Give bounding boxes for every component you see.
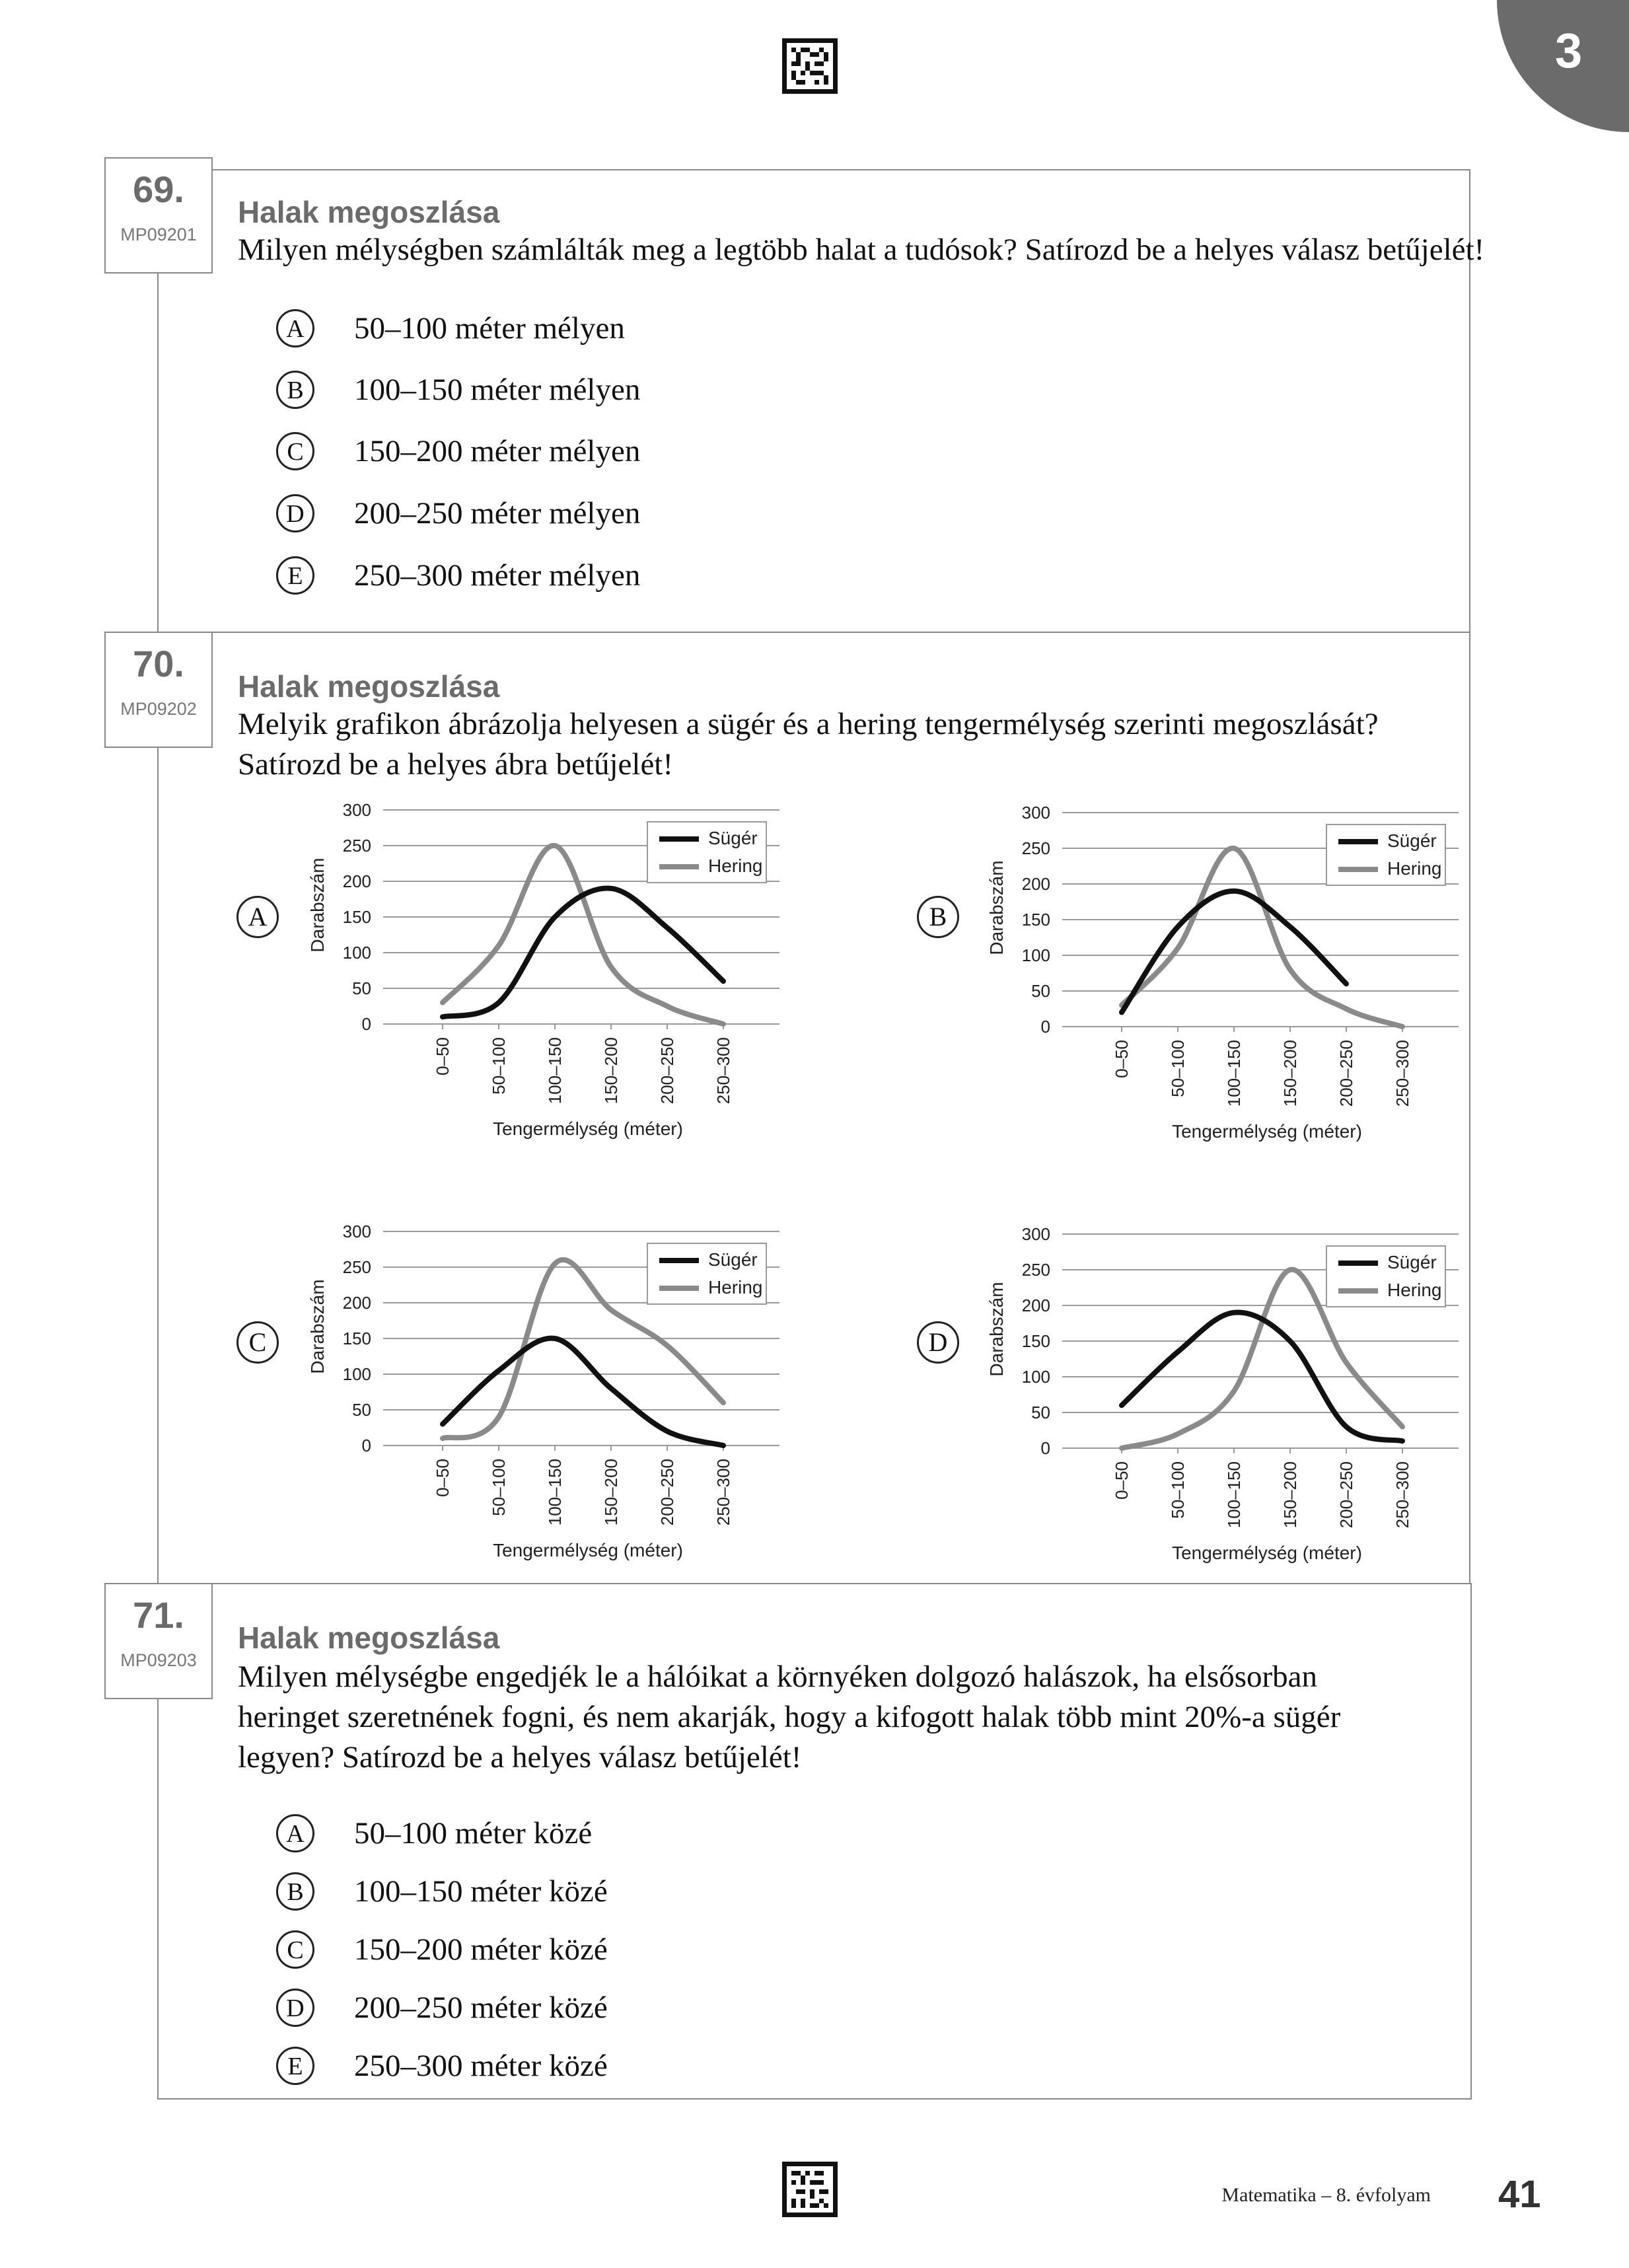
x-tick-label: 50–100 bbox=[489, 1037, 509, 1095]
legend-label: Sügér bbox=[708, 1249, 758, 1270]
x-tick-label: 150–200 bbox=[601, 1459, 621, 1526]
section-number: 3 bbox=[1555, 23, 1583, 78]
x-tick-label: 150–200 bbox=[1280, 1461, 1300, 1529]
y-tick-label: 300 bbox=[342, 1222, 371, 1241]
x-tick-label: 250–300 bbox=[713, 1459, 733, 1526]
y-tick-label: 100 bbox=[1021, 1367, 1050, 1387]
option-text: 200–250 méter mélyen bbox=[354, 496, 641, 530]
x-tick-label: 200–250 bbox=[1336, 1461, 1356, 1529]
option-letter-circle[interactable]: A bbox=[276, 1814, 314, 1852]
y-axis-label: Darabszám bbox=[307, 1279, 328, 1374]
y-tick-label: 200 bbox=[342, 1293, 371, 1313]
page-number: 41 bbox=[1498, 2173, 1541, 2216]
option-text: 150–200 méter közé bbox=[354, 1932, 608, 1967]
x-tick-label: 50–100 bbox=[1168, 1461, 1188, 1519]
option-text: 250–300 méter közé bbox=[354, 2049, 608, 2083]
qr-code-top-icon bbox=[782, 38, 838, 94]
option-text: 50–100 méter közé bbox=[354, 1816, 593, 1850]
chart-a bbox=[304, 793, 779, 1163]
y-tick-label: 0 bbox=[1040, 1017, 1050, 1037]
y-tick-label: 0 bbox=[361, 1436, 371, 1455]
option-letter-circle[interactable]: B bbox=[276, 1872, 314, 1911]
option-letter-circle[interactable]: B bbox=[276, 371, 314, 409]
x-tick-label: 100–150 bbox=[1224, 1461, 1244, 1529]
y-tick-label: 300 bbox=[1021, 803, 1050, 823]
option-letter-circle[interactable]: A bbox=[276, 309, 314, 348]
x-tick-label: 100–150 bbox=[545, 1037, 565, 1105]
option-text: 50–100 méter mélyen bbox=[354, 311, 625, 346]
question-code: MP09203 bbox=[120, 1650, 197, 1670]
question-number: 69. bbox=[133, 168, 184, 210]
question-70-connector bbox=[157, 745, 159, 1583]
question-71-number-box bbox=[104, 1583, 213, 1699]
graph-letter-c[interactable]: C bbox=[236, 1321, 279, 1364]
option-text: 100–150 méter közé bbox=[354, 1874, 608, 1909]
y-tick-label: 50 bbox=[352, 978, 371, 998]
graph-letter-d[interactable]: D bbox=[917, 1321, 959, 1364]
question-text-line2: heringet szeretnének fogni, és nem akarják, hogy a kifogott halak több mint 20%-a sügér bbox=[238, 1700, 1341, 1734]
legend-label: Hering bbox=[708, 856, 763, 876]
option-letter-circle[interactable]: E bbox=[276, 556, 314, 595]
chart-c bbox=[304, 1214, 779, 1584]
question-69-connector bbox=[157, 271, 159, 632]
question-70-number-box bbox=[104, 632, 213, 748]
y-tick-label: 300 bbox=[1021, 1224, 1050, 1244]
x-tick-label: 100–150 bbox=[545, 1459, 565, 1526]
x-tick-label: 100–150 bbox=[1224, 1040, 1244, 1107]
x-tick-label: 0–50 bbox=[1112, 1040, 1132, 1078]
option-text: 250–300 méter mélyen bbox=[354, 558, 641, 593]
x-tick-label: 0–50 bbox=[433, 1037, 452, 1076]
x-axis-label: Tengermélység (méter) bbox=[1172, 1121, 1362, 1142]
question-title: Halak megoszlása bbox=[238, 195, 500, 229]
y-tick-label: 300 bbox=[342, 800, 371, 820]
question-text-line1: Milyen mélységbe engedjék le a hálóikat a környéken dolgozó halászok, ha elsősorban bbox=[238, 1660, 1318, 1694]
y-axis-label: Darabszám bbox=[986, 860, 1007, 955]
x-tick-label: 250–300 bbox=[1393, 1040, 1412, 1107]
question-title: Halak megoszlása bbox=[238, 1621, 500, 1655]
x-tick-label: 50–100 bbox=[489, 1459, 509, 1516]
chart-c-svg bbox=[304, 1214, 779, 1584]
section-tab bbox=[1497, 0, 1629, 132]
x-tick-label: 0–50 bbox=[1112, 1461, 1132, 1500]
y-tick-label: 250 bbox=[1021, 1260, 1050, 1280]
chart-b bbox=[983, 795, 1459, 1165]
x-tick-label: 150–200 bbox=[1280, 1040, 1300, 1107]
question-title: Halak megoszlása bbox=[238, 669, 500, 704]
x-axis-label: Tengermélység (méter) bbox=[493, 1540, 683, 1560]
question-69-number-box bbox=[104, 157, 213, 274]
option-text: 200–250 méter közé bbox=[354, 1991, 608, 2025]
question-text-line1: Melyik grafikon ábrázolja helyesen a sügér és a hering tengermélység szerinti megoszlását? bbox=[238, 707, 1379, 741]
x-tick-label: 0–50 bbox=[433, 1459, 452, 1497]
y-tick-label: 100 bbox=[342, 943, 371, 963]
y-tick-label: 200 bbox=[1021, 874, 1050, 894]
y-tick-label: 50 bbox=[352, 1400, 371, 1420]
question-number: 71. bbox=[133, 1594, 184, 1636]
x-tick-label: 200–250 bbox=[657, 1459, 677, 1526]
option-text: 150–200 méter mélyen bbox=[354, 434, 641, 468]
legend-label: Hering bbox=[1387, 858, 1442, 879]
chart-b-svg bbox=[983, 795, 1459, 1165]
option-text: 100–150 méter mélyen bbox=[354, 373, 641, 407]
x-tick-label: 250–300 bbox=[1393, 1461, 1412, 1529]
question-text-line2: Satírozd be a helyes ábra betűjelét! bbox=[238, 747, 674, 782]
option-letter-circle[interactable]: D bbox=[276, 1989, 314, 2027]
chart-a-svg bbox=[304, 793, 779, 1163]
y-tick-label: 150 bbox=[342, 1329, 371, 1348]
y-tick-label: 200 bbox=[342, 871, 371, 891]
chart-d bbox=[983, 1217, 1459, 1587]
y-tick-label: 250 bbox=[342, 1257, 371, 1277]
question-number: 70. bbox=[133, 643, 184, 684]
option-letter-circle[interactable]: D bbox=[276, 494, 314, 532]
question-text-line3: legyen? Satírozd be a helyes válasz betűjelét! bbox=[238, 1740, 802, 1774]
legend-label: Sügér bbox=[708, 828, 758, 848]
y-tick-label: 0 bbox=[1040, 1438, 1050, 1458]
legend-label: Sügér bbox=[1387, 1252, 1437, 1272]
graph-letter-a[interactable]: A bbox=[236, 896, 279, 938]
x-axis-label: Tengermélység (méter) bbox=[1172, 1543, 1362, 1563]
legend-label: Hering bbox=[1387, 1280, 1442, 1300]
footer-subject: Matematika – 8. évfolyam bbox=[1221, 2184, 1431, 2206]
x-tick-label: 250–300 bbox=[713, 1037, 733, 1105]
question-code: MP09201 bbox=[120, 225, 197, 244]
question-text: Milyen mélységben számlálták meg a legtöbb halat a tudósok? Satírozd be a helyes válasz betűjelét! bbox=[238, 233, 1485, 267]
y-tick-label: 100 bbox=[1021, 945, 1050, 965]
x-tick-label: 50–100 bbox=[1168, 1040, 1188, 1097]
x-axis-label: Tengermélység (méter) bbox=[493, 1118, 683, 1139]
legend-label: Sügér bbox=[1387, 830, 1437, 851]
y-tick-label: 50 bbox=[1031, 1403, 1050, 1422]
x-tick-label: 200–250 bbox=[657, 1037, 677, 1105]
y-tick-label: 200 bbox=[1021, 1296, 1050, 1315]
y-tick-label: 100 bbox=[342, 1364, 371, 1384]
y-axis-label: Darabszám bbox=[307, 858, 328, 953]
qr-code-bottom-icon bbox=[782, 2162, 838, 2217]
option-letter-circle[interactable]: C bbox=[276, 1930, 314, 1969]
y-tick-label: 150 bbox=[1021, 910, 1050, 930]
y-tick-label: 250 bbox=[342, 836, 371, 856]
y-tick-label: 0 bbox=[361, 1014, 371, 1034]
option-letter-circle[interactable]: C bbox=[276, 432, 314, 470]
x-tick-label: 150–200 bbox=[601, 1037, 621, 1105]
y-tick-label: 50 bbox=[1031, 981, 1050, 1001]
y-axis-label: Darabszám bbox=[986, 1282, 1007, 1377]
x-tick-label: 200–250 bbox=[1336, 1040, 1356, 1107]
y-tick-label: 150 bbox=[342, 907, 371, 927]
y-tick-label: 150 bbox=[1021, 1331, 1050, 1351]
chart-d-svg bbox=[983, 1217, 1459, 1587]
graph-letter-b[interactable]: B bbox=[917, 896, 959, 938]
legend-label: Hering bbox=[708, 1277, 763, 1298]
option-letter-circle[interactable]: E bbox=[276, 2047, 314, 2085]
question-code: MP09202 bbox=[120, 699, 197, 719]
y-tick-label: 250 bbox=[1021, 838, 1050, 858]
